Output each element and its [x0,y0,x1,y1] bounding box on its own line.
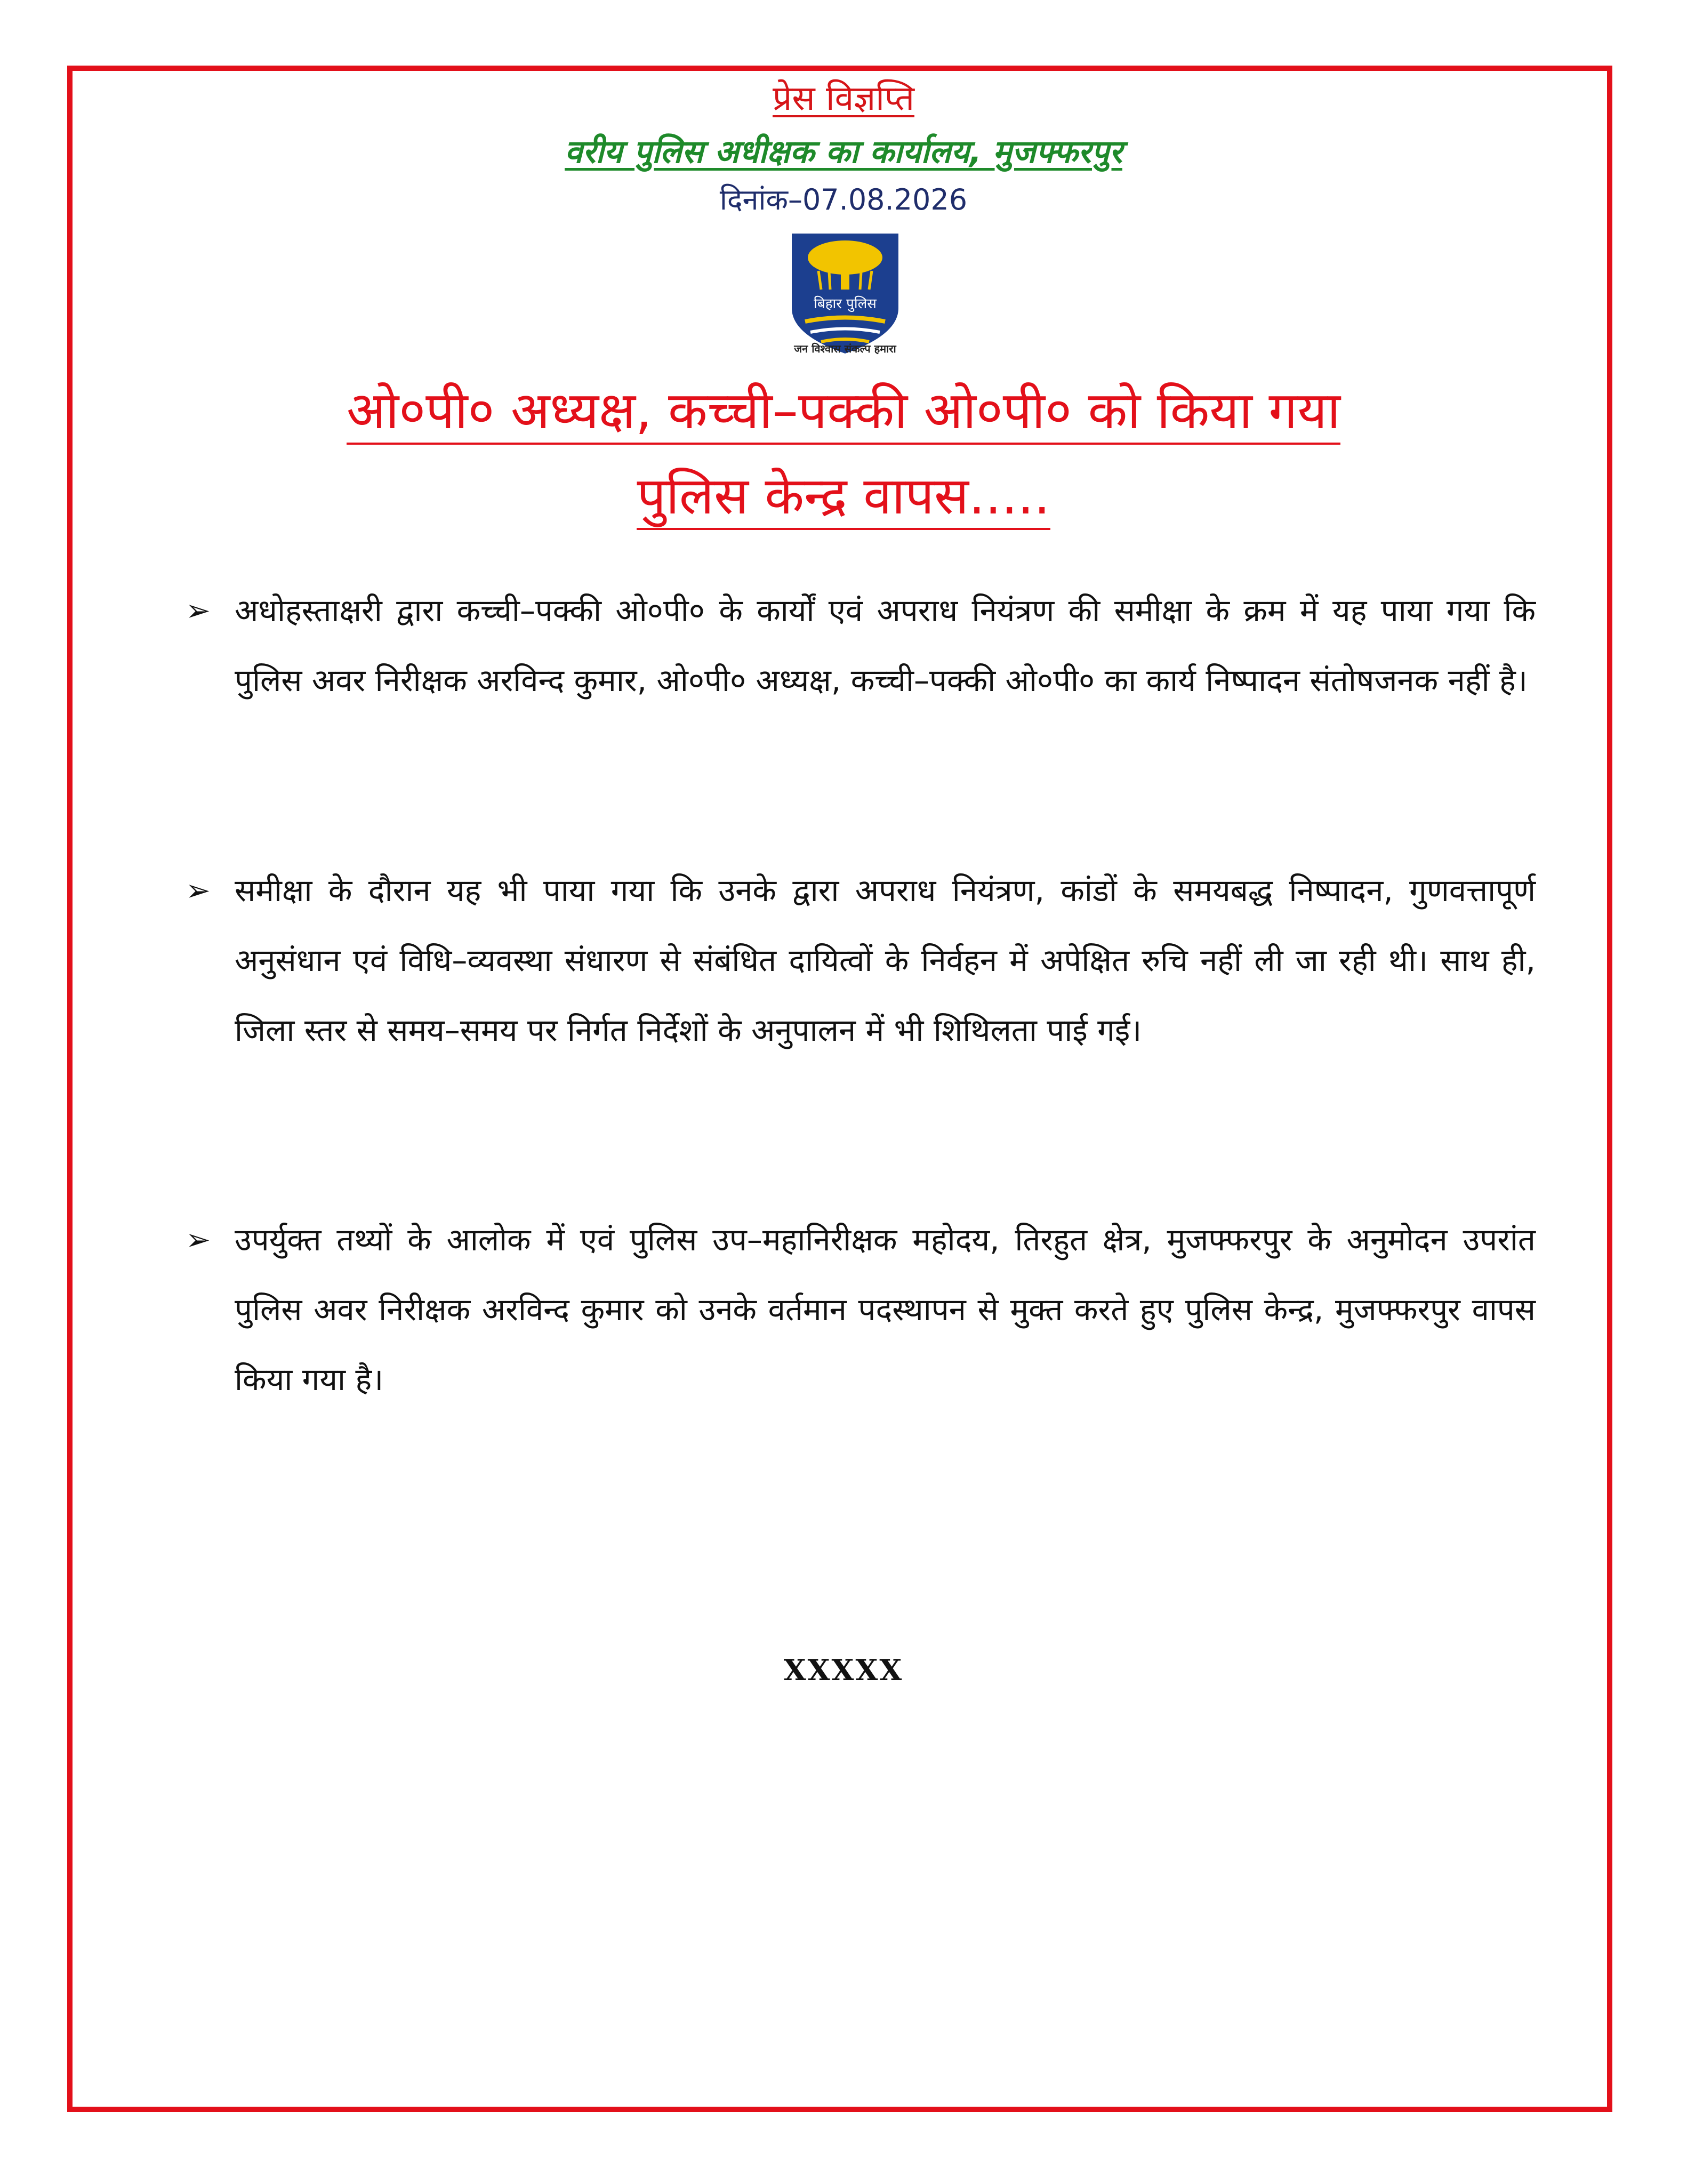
press-release-title [0,77,1687,120]
page-border [67,66,1612,2112]
emblem-text: बिहार पुलिस [814,296,877,312]
release-date: दिनांक–07.08.2026 [719,183,968,216]
closing-mark: XXXXX [783,1653,904,1687]
press-release-label: प्रेस विज्ञप्ति [773,79,914,118]
headline-text-1: ओ०पी० अध्यक्ष, कच्ची–पक्की ओ०पी० को किया गया [347,381,1340,445]
paragraph-2: समीक्षा के दौरान यह भी पाया गया कि उनके द्वारा अपराध नियंत्रण, कांडों के समयबद्ध निष्पादन, गुणवत्तापूर्ण अनुसंधान एवं विधि–व्यवस्था संधारण से संबंधित दायित्वों के निर्वहन में अपेक्षित रुचि नहीं ली जा रही थी। साथ ही, जिला स्तर से समय–समय पर निर्गत निर्देशों के अनुपालन में भी शिथिलता पाई गई। [235,872,1536,1048]
bullet-arrow-icon: ➢ [186,1223,211,1257]
headline-line-1 [0,379,1687,443]
office-label: वरीय पुलिस अधीक्षक का कार्यालय, मुजफ्फरपुर [565,133,1122,171]
emblem-motto: जन विश्वास संकल्प हमारा [794,342,896,355]
paragraph-1: अधोहस्ताक्षरी द्वारा कच्ची–पक्की ओ०पी० के कार्यों एवं अपराध नियंत्रण की समीक्षा के क्रम में यह पाया गया कि पुलिस अवर निरीक्षक अरविन्द कुमार, ओ०पी० अध्यक्ष, कच्ची–पक्की ओ०पी० का कार्य निष्पादन संतोषजनक नहीं है। [235,592,1536,698]
office-name [0,131,1687,173]
paragraph-3: उपर्युक्त तथ्यों के आलोक में एवं पुलिस उप–महानिरीक्षक महोदय, तिरहुत क्षेत्र, मुजफ्फरपुर के अनुमोदन उपरांत पुलिस अवर निरीक्षक अरविन्द कुमार को उनके वर्तमान पदस्थापन से मुक्त करते हुए पुलिस केन्द्र, मुजफ्फरपुर वापस किया गया है। [235,1222,1536,1398]
bullet-arrow-icon: ➢ [186,593,211,628]
bullet-arrow-icon: ➢ [186,873,211,908]
headline-line-2 [0,464,1687,528]
headline-text-2: पुलिस केन्द्र वापस..... [637,466,1050,530]
